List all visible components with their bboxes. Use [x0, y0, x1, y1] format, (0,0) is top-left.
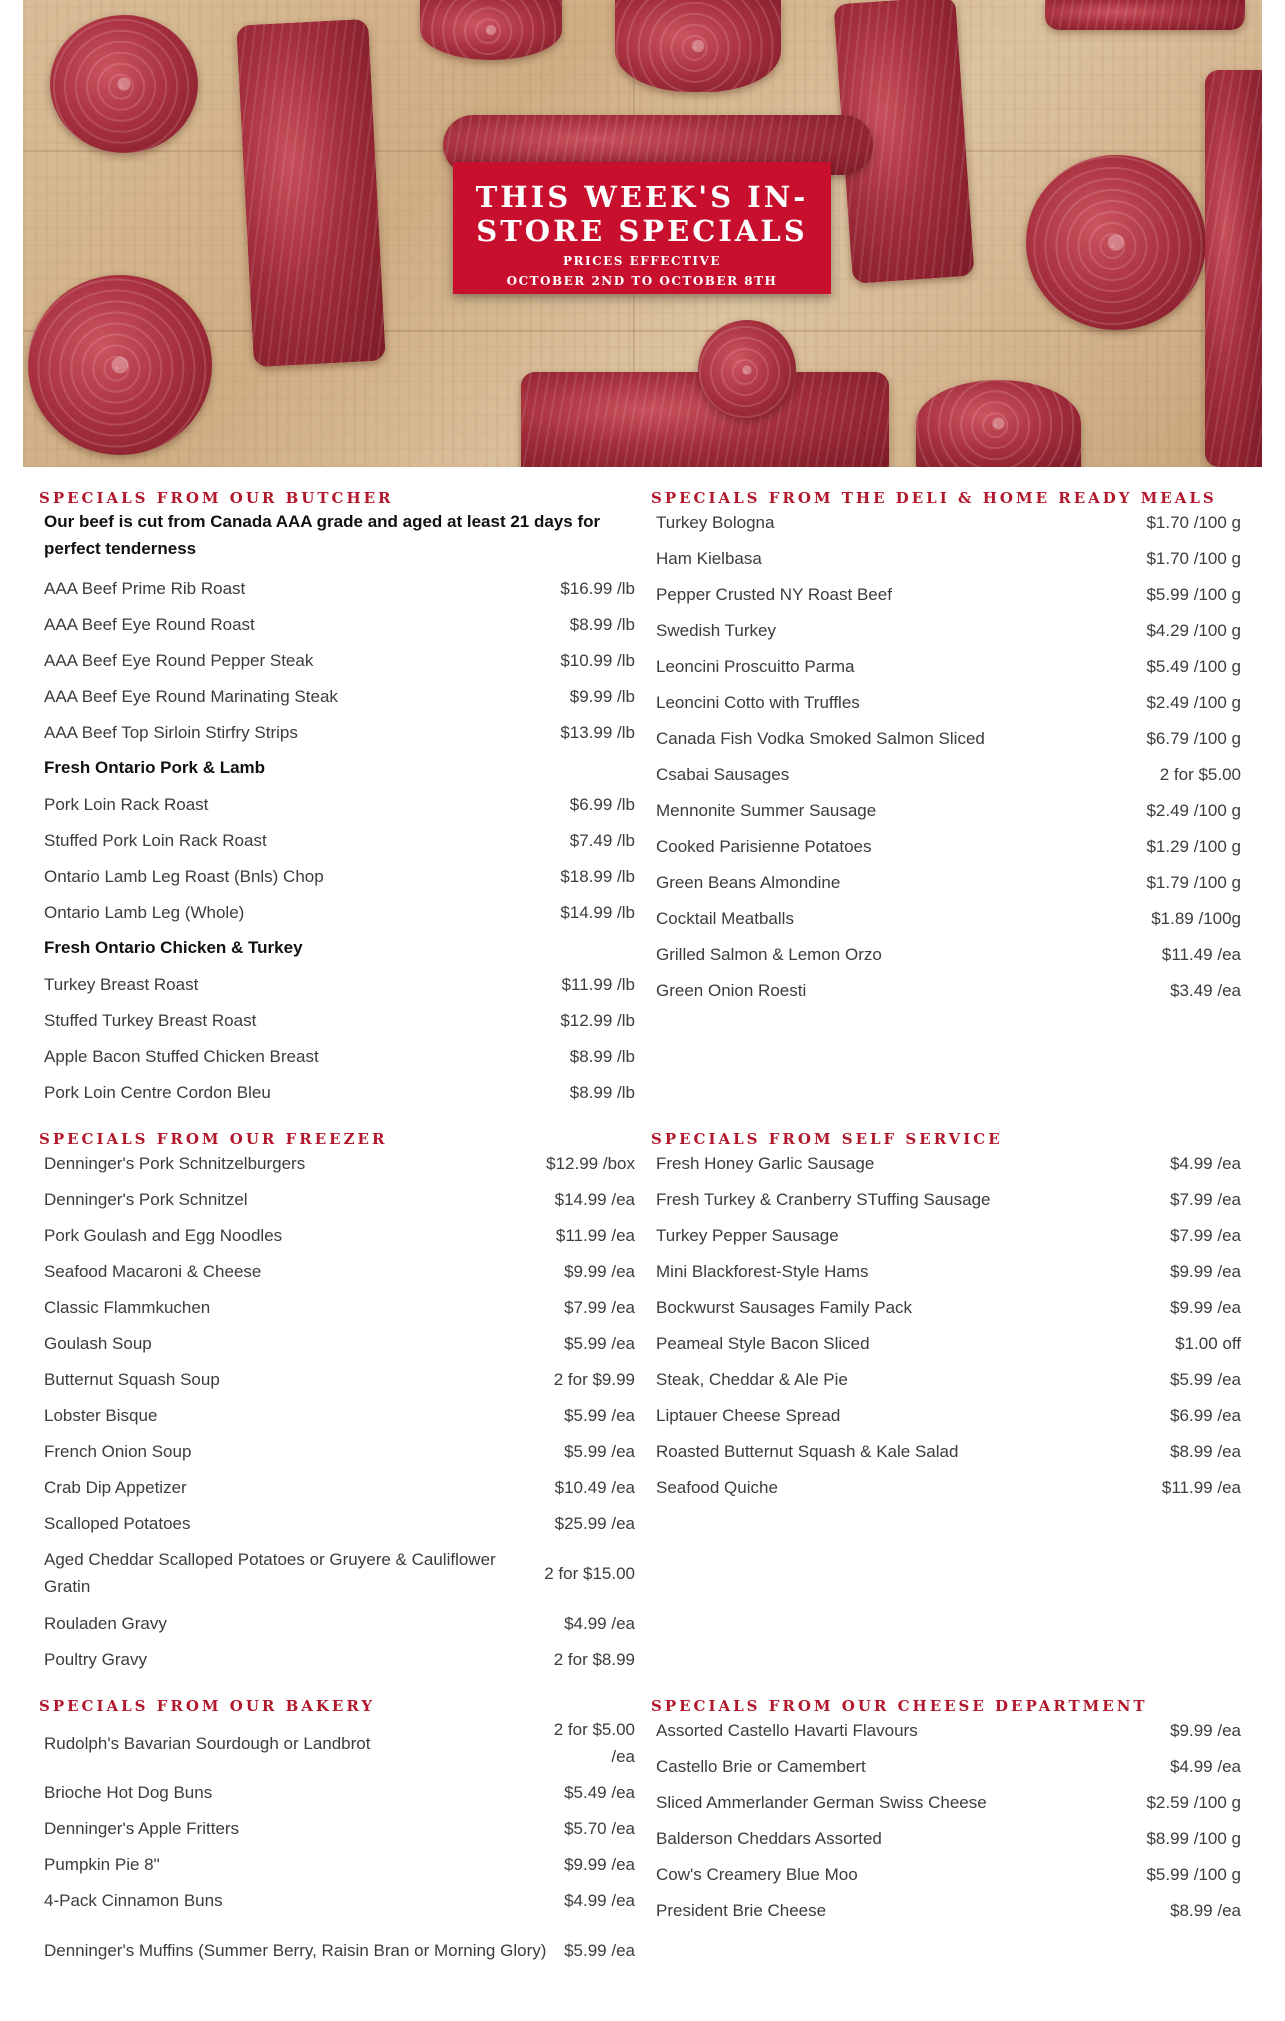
item-name: Pepper Crusted NY Roast Beef	[656, 584, 892, 604]
item-price: $9.99 /ea	[1170, 1297, 1241, 1317]
item-name: Roasted Butternut Squash & Kale Salad	[656, 1441, 959, 1461]
item-name: Peameal Style Bacon Sliced	[656, 1333, 870, 1353]
item-price: $7.99 /ea	[1170, 1189, 1241, 1209]
list-item	[635, 576, 1247, 612]
item-price: $13.99 /lb	[560, 722, 635, 742]
item-name: Scalloped Potatoes	[44, 1513, 191, 1533]
list-item	[635, 972, 1247, 1008]
specials-banner	[453, 162, 831, 294]
list-item	[23, 786, 635, 822]
item-name: Fresh Honey Garlic Sausage	[656, 1153, 875, 1173]
item-price: $12.99 /box	[546, 1153, 635, 1173]
item-name: Rudolph's Bavarian Sourdough or Landbrot	[44, 1733, 371, 1753]
list-item	[23, 1641, 635, 1677]
item-name: Ontario Lamb Leg (Whole)	[44, 902, 245, 922]
list-item	[635, 1469, 1247, 1505]
steak-round	[1026, 155, 1206, 330]
list-item	[635, 720, 1247, 756]
item-price: $1.79 /100 g	[1146, 872, 1241, 892]
list-item	[23, 1145, 635, 1181]
steak-long	[1205, 70, 1262, 467]
list-item	[23, 1038, 635, 1074]
list-item	[23, 1774, 635, 1810]
list-item	[635, 612, 1247, 648]
deli-section	[635, 489, 1247, 1008]
item-name: Leoncini Proscuitto Parma	[656, 656, 855, 676]
item-price: $10.49 /ea	[554, 1477, 635, 1497]
cheese-section	[635, 1697, 1247, 1928]
banner-dates-line2: OCTOBER 2ND TO OCTOBER 8TH	[506, 274, 778, 288]
item-price: $4.99 /ea	[564, 1613, 635, 1633]
item-name: Seafood Quiche	[656, 1477, 778, 1497]
item-price: $6.79 /100 g	[1146, 728, 1241, 748]
item-price: $5.49 /100 g	[1146, 656, 1241, 676]
list-item	[635, 828, 1247, 864]
item-price: $5.49 /ea	[564, 1782, 635, 1802]
item-price: $25.99 /ea	[554, 1513, 635, 1533]
item-name: Pumpkin Pie 8"	[44, 1854, 160, 1874]
list-item	[635, 1253, 1247, 1289]
item-name: Denninger's Apple Fritters	[44, 1818, 240, 1838]
list-item	[635, 1145, 1247, 1181]
item-price: $4.99 /ea	[564, 1890, 635, 1910]
item-price: $8.99 /100 g	[1146, 1828, 1241, 1848]
item-price: $5.99 /ea	[1170, 1369, 1241, 1389]
list-item	[23, 1469, 635, 1505]
item-price: $14.99 /lb	[560, 902, 635, 922]
item-name: Cocktail Meatballs	[656, 908, 794, 928]
item-name: Denninger's Pork Schnitzel	[44, 1189, 248, 1209]
item-price: $1.00 off	[1175, 1333, 1241, 1353]
list-item	[23, 1505, 635, 1541]
item-name: Rouladen Gravy	[44, 1613, 167, 1633]
item-name: Bockwurst Sausages Family Pack	[656, 1297, 913, 1317]
item-name: Green Beans Almondine	[656, 872, 841, 892]
item-name: Denninger's Muffins (Summer Berry, Raisin Bran or Morning Glory)	[44, 1940, 547, 1960]
list-item	[23, 1882, 635, 1918]
item-name: Pork Loin Rack Roast	[44, 794, 209, 814]
list-item	[23, 678, 635, 714]
item-price: $9.99 /ea	[564, 1261, 635, 1281]
item-price: $5.70 /ea	[564, 1818, 635, 1838]
steak-round	[50, 15, 198, 153]
item-name: Steak, Cheddar & Ale Pie	[656, 1369, 848, 1389]
item-price: $8.99 /ea	[1170, 1900, 1241, 1920]
item-name: Ham Kielbasa	[656, 548, 762, 568]
item-name: Crab Dip Appetizer	[44, 1477, 187, 1497]
item-name: Lobster Bisque	[44, 1405, 158, 1425]
list-item	[23, 858, 635, 894]
list-item	[635, 864, 1247, 900]
list-item	[635, 900, 1247, 936]
freezer-section	[23, 1130, 635, 1677]
list-item	[635, 1217, 1247, 1253]
item-price: $2.59 /100 g	[1146, 1792, 1241, 1812]
list-item	[23, 570, 635, 606]
item-name: Goulash Soup	[44, 1333, 152, 1353]
list-item	[23, 1605, 635, 1641]
item-price: $1.29 /100 g	[1146, 836, 1241, 856]
list-item	[23, 1361, 635, 1397]
list-item	[635, 1361, 1247, 1397]
item-price: $5.99 /100 g	[1146, 1864, 1241, 1884]
item-name: AAA Beef Top Sirloin Stirfry Strips	[44, 722, 298, 742]
item-name: Fresh Turkey & Cranberry STuffing Sausage	[656, 1189, 991, 1209]
list-item	[635, 1181, 1247, 1217]
item-price: $8.99 /ea	[1170, 1441, 1241, 1461]
butcher-section	[23, 489, 635, 1110]
list-item	[635, 540, 1247, 576]
list-item	[23, 1918, 635, 1982]
item-name: Denninger's Pork Schnitzelburgers	[44, 1153, 306, 1173]
list-item	[23, 714, 635, 750]
item-name: AAA Beef Eye Round Marinating Steak	[44, 686, 338, 706]
bakery-heading: SPECIALS FROM OUR BAKERY	[39, 1697, 376, 1715]
list-item	[23, 1325, 635, 1361]
item-name: Brioche Hot Dog Buns	[44, 1782, 213, 1802]
item-name: Apple Bacon Stuffed Chicken Breast	[44, 1046, 319, 1066]
item-name: Classic Flammkuchen	[44, 1297, 211, 1317]
list-item	[23, 1397, 635, 1433]
item-name: Turkey Bologna	[656, 512, 775, 532]
chicken-turkey-subheading: Fresh Ontario Chicken & Turkey	[44, 938, 303, 957]
steak-round	[698, 320, 796, 420]
item-name: Turkey Breast Roast	[44, 974, 199, 994]
item-price: $5.99 /ea	[564, 1441, 635, 1461]
item-price: $11.99 /ea	[1161, 1477, 1241, 1497]
item-name: President Brie Cheese	[656, 1900, 827, 1920]
steak-long	[1045, 0, 1245, 30]
list-item	[23, 966, 635, 1002]
item-price: $18.99 /lb	[560, 866, 635, 886]
item-price: $11.99 /lb	[561, 974, 635, 994]
list-item	[23, 606, 635, 642]
item-price: 2 for $9.99	[553, 1369, 635, 1389]
item-price: $14.99 /ea	[554, 1189, 635, 1209]
item-price: $7.99 /ea	[564, 1297, 635, 1317]
list-item	[635, 1397, 1247, 1433]
item-name: Aged Cheddar Scalloped Potatoes or Gruyere & Cauliflower Gratin	[44, 1550, 496, 1596]
item-name: Ontario Lamb Leg Roast (Bnls) Chop	[44, 866, 324, 886]
item-name: AAA Beef Prime Rib Roast	[44, 578, 246, 598]
item-price: $10.99 /lb	[560, 650, 635, 670]
item-name: Liptauer Cheese Spread	[656, 1405, 841, 1425]
list-item	[635, 1892, 1247, 1928]
bakery-section	[23, 1697, 635, 1982]
item-name: Turkey Pepper Sausage	[656, 1225, 839, 1245]
steak-round	[420, 0, 562, 60]
item-name: Butternut Squash Soup	[44, 1369, 220, 1389]
item-name: Seafood Macaroni & Cheese	[44, 1261, 262, 1281]
item-name: Mennonite Summer Sausage	[656, 800, 877, 820]
list-item	[23, 894, 635, 930]
item-price: $1.89 /100g	[1151, 908, 1241, 928]
item-price: $5.99 /ea	[564, 1940, 635, 1960]
banner-dates-line1: PRICES EFFECTIVE	[562, 254, 722, 268]
item-price: 2 for $15.00	[544, 1563, 635, 1583]
list-item	[23, 822, 635, 858]
item-name: Canada Fish Vodka Smoked Salmon Sliced	[656, 728, 985, 748]
list-item	[635, 1820, 1247, 1856]
butcher-heading: SPECIALS FROM OUR BUTCHER	[39, 489, 394, 507]
list-item	[635, 1289, 1247, 1325]
item-price: $9.99 /ea	[1170, 1261, 1241, 1281]
item-price: 2 for $5.00 /ea	[553, 1720, 635, 1766]
item-name: Poultry Gravy	[44, 1649, 147, 1669]
list-item	[23, 1002, 635, 1038]
item-price: $6.99 /ea	[1170, 1405, 1241, 1425]
freezer-heading: SPECIALS FROM OUR FREEZER	[39, 1130, 388, 1148]
banner-title-line1: THIS WEEK'S IN-	[475, 180, 809, 214]
item-name: Cow's Creamery Blue Moo	[656, 1864, 858, 1884]
item-price: $1.70 /100 g	[1146, 548, 1241, 568]
list-item	[635, 1856, 1247, 1892]
item-price: $11.49 /ea	[1161, 944, 1241, 964]
list-item	[23, 1074, 635, 1110]
list-item	[23, 1289, 635, 1325]
item-price: $6.99 /lb	[569, 794, 635, 814]
item-price: $4.99 /ea	[1170, 1153, 1241, 1173]
item-price: $8.99 /lb	[569, 1046, 635, 1066]
deli-heading: SPECIALS FROM THE DELI & HOME READY MEALS	[651, 489, 1217, 507]
item-name: French Onion Soup	[44, 1441, 192, 1461]
item-price: 2 for $8.99	[553, 1649, 635, 1669]
list-item	[635, 504, 1247, 540]
item-name: Sliced Ammerlander German Swiss Cheese	[656, 1792, 987, 1812]
list-item	[635, 684, 1247, 720]
self-service-section	[635, 1130, 1247, 1505]
item-name: Grilled Salmon & Lemon Orzo	[656, 944, 882, 964]
item-price: $4.99 /ea	[1170, 1756, 1241, 1776]
hero-image	[23, 0, 1262, 467]
list-item	[635, 1748, 1247, 1784]
list-item	[23, 1712, 635, 1774]
steak-round	[615, 0, 781, 92]
list-item	[635, 756, 1247, 792]
item-name: Green Onion Roesti	[656, 980, 807, 1000]
pork-lamb-subheading: Fresh Ontario Pork & Lamb	[44, 758, 266, 777]
item-price: $1.70 /100 g	[1146, 512, 1241, 532]
item-name: Cooked Parisienne Potatoes	[656, 836, 872, 856]
list-item	[23, 1433, 635, 1469]
item-price: $16.99 /lb	[560, 578, 635, 598]
item-name: Assorted Castello Havarti Flavours	[656, 1720, 918, 1740]
item-name: Stuffed Turkey Breast Roast	[44, 1010, 257, 1030]
list-item	[635, 648, 1247, 684]
list-item	[23, 642, 635, 678]
item-name: Mini Blackforest-Style Hams	[656, 1261, 869, 1281]
cheese-heading: SPECIALS FROM OUR CHEESE DEPARTMENT	[651, 1697, 1148, 1715]
item-name: Leoncini Cotto with Truffles	[656, 692, 860, 712]
item-name: AAA Beef Eye Round Roast	[44, 614, 255, 634]
banner-title-line2: STORE SPECIALS	[476, 214, 808, 248]
list-item	[635, 936, 1247, 972]
list-item	[23, 1810, 635, 1846]
item-price: $11.99 /ea	[555, 1225, 635, 1245]
list-item	[23, 1541, 635, 1605]
list-item	[23, 1846, 635, 1882]
item-price: $5.99 /100 g	[1146, 584, 1241, 604]
item-name: 4-Pack Cinnamon Buns	[44, 1890, 223, 1910]
item-name: Pork Goulash and Egg Noodles	[44, 1225, 283, 1245]
steak-long	[236, 19, 386, 367]
butcher-note: Our beef is cut from Canada AAA grade and aged at least 21 days for perfect tenderness	[44, 512, 601, 558]
self-service-heading: SPECIALS FROM SELF SERVICE	[651, 1130, 1003, 1148]
item-price: $12.99 /lb	[560, 1010, 635, 1030]
item-price: $4.29 /100 g	[1146, 620, 1241, 640]
item-name: Stuffed Pork Loin Rack Roast	[44, 830, 267, 850]
list-item	[635, 792, 1247, 828]
item-price: $5.99 /ea	[564, 1405, 635, 1425]
steak-round	[916, 380, 1081, 467]
item-price: $9.99 /ea	[1170, 1720, 1241, 1740]
item-name: Castello Brie or Camembert	[656, 1756, 866, 1776]
item-price: 2 for $5.00	[1159, 764, 1241, 784]
item-name: AAA Beef Eye Round Pepper Steak	[44, 650, 314, 670]
item-price: $2.49 /100 g	[1146, 800, 1241, 820]
item-price: $2.49 /100 g	[1146, 692, 1241, 712]
item-price: $5.99 /ea	[564, 1333, 635, 1353]
list-item	[635, 1325, 1247, 1361]
item-price: $7.49 /lb	[569, 830, 635, 850]
item-price: $8.99 /lb	[569, 1082, 635, 1102]
steak-round	[28, 275, 212, 455]
list-item	[635, 1712, 1247, 1748]
list-item	[635, 1784, 1247, 1820]
item-price: $9.99 /lb	[569, 686, 635, 706]
item-price: $8.99 /lb	[569, 614, 635, 634]
list-item	[23, 1181, 635, 1217]
item-price: $9.99 /ea	[564, 1854, 635, 1874]
item-price: $7.99 /ea	[1170, 1225, 1241, 1245]
list-item	[23, 1253, 635, 1289]
list-item	[23, 1217, 635, 1253]
item-name: Csabai Sausages	[656, 764, 790, 784]
item-name: Pork Loin Centre Cordon Bleu	[44, 1082, 271, 1102]
item-name: Balderson Cheddars Assorted	[656, 1828, 882, 1848]
cutting-board-seam	[23, 330, 1262, 332]
item-name: Swedish Turkey	[656, 620, 776, 640]
list-item	[635, 1433, 1247, 1469]
item-price: $3.49 /ea	[1170, 980, 1241, 1000]
